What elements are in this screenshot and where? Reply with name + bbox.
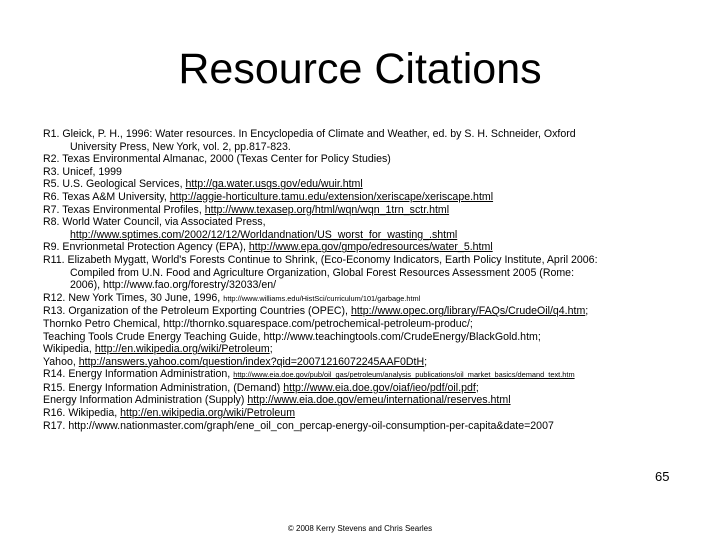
citation-text: R16. Wikipedia, (43, 407, 121, 420)
citation-link[interactable]: http://www.sptimes.com/2002/12/12/Worldandnation/US_worst_for_wasting_.shtml (70, 228, 458, 241)
citation-text: University Press, New York, vol. 2, pp.817-823. (70, 140, 291, 153)
citation-text: R9. Envrionmetal Protection Agency (EPA), (43, 241, 249, 254)
citation-line (43, 216, 683, 229)
citation-line (43, 254, 683, 267)
page-number: 65 (655, 469, 670, 484)
citation-text: R15. Energy Information Administration, (Demand) (43, 381, 284, 394)
citation-link[interactable]: http://ga.water.usgs.gov/edu/wuir.html (185, 178, 363, 191)
citation-text: R3. Unicef, 1999 (43, 165, 122, 178)
citation-line (43, 241, 683, 254)
citation-line (43, 318, 683, 331)
citation-line (43, 191, 683, 204)
citation-list (43, 128, 683, 432)
citation-text: R17. http://www.nationmaster.com/graph/ene_oil_con_percap-energy-oil-consumption-per-capita&date=2007 (43, 419, 554, 432)
citation-text: R12. New York Times, 30 June, 1996, (43, 291, 224, 304)
citation-text: R11. Elizabeth Mygatt, World's Forests Continue to Shrink, (Eco-Economy Indicators, Earth Policy Institute, April 2006: (43, 253, 598, 266)
citation-text: R8. World Water Council, via Associated Press, (43, 216, 266, 229)
citation-continuation (43, 267, 683, 280)
citation-text: R6. Texas A&M University, (43, 190, 170, 203)
footer-copyright: © 2008 Kerry Stevens and Chris Searles (287, 524, 433, 533)
citation-link[interactable]: http://www.eia.doe.gov/pub/oil_gas/petroleum/analysis_publications/oil_market_basics/demand_text.htm (233, 370, 575, 380)
citation-text: R1. Gleick, P. H., 1996: Water resources. In Encyclopedia of Climate and Weather, ed. by S. H. Schneider, Oxford (43, 128, 576, 140)
citation-text: http://www.williams.edu/HistSci/curriculum/101/garbage.html (223, 293, 421, 303)
citation-text: R7. Texas Environmental Profiles, (43, 203, 205, 216)
citation-continuation (43, 141, 683, 154)
citation-line (43, 420, 683, 433)
citation-text: 2006), http://www.fao.org/forestry/32033/en/ (70, 279, 277, 292)
citation-link[interactable]: http://www.opec.org/library/FAQs/CrudeOil/q4.htm (350, 305, 586, 318)
citation-line (43, 368, 683, 382)
citation-line (43, 382, 683, 395)
citation-text: R2. Texas Environmental Almanac, 2000 (Texas Center for Policy Studies) (43, 153, 391, 166)
citation-line (43, 166, 683, 179)
citation-text: ; (585, 305, 589, 318)
citation-link[interactable]: http://en.wikipedia.org/wiki/Petroleum (120, 407, 296, 420)
citation-line (43, 331, 683, 344)
citation-link[interactable]: http://www.texasep.org/html/wqn/wqn_1trn_sctr.html (204, 203, 450, 216)
citation-line (43, 178, 683, 191)
citation-line (43, 356, 683, 369)
citation-text: R5. U.S. Geological Services, (43, 178, 186, 191)
citation-line (43, 153, 683, 166)
citation-line (43, 394, 683, 407)
citation-text: Thornko Petro Chemical, http://thornko.squarespace.com/petrochemical-petroleum-produc/; (43, 317, 473, 330)
citation-link[interactable]: http://www.eia.doe.gov/emeu/international/reserves.html (247, 394, 511, 407)
citation-text: Compiled from U.N. Food and Agriculture Organization, Global Forest Resources Assessment 2005 (Rome: (70, 266, 575, 279)
citation-text: Yahoo, (43, 355, 79, 368)
citation-text: ; (424, 355, 428, 368)
citation-link[interactable]: http://www.epa.gov/gmpo/edresources/water_5.html (248, 241, 493, 254)
citation-continuation (43, 229, 683, 242)
citation-link[interactable]: http://aggie-horticulture.tamu.edu/extension/xeriscape/xeriscape.html (169, 190, 494, 203)
citation-text: R14. Energy Information Administration, (43, 368, 234, 381)
citation-link[interactable]: http://www.eia.doe.gov/oiaf/ieo/pdf/oil.pdf (283, 381, 476, 394)
page-title: Resource Citations (178, 45, 542, 93)
citation-text: ; (269, 343, 273, 356)
citation-line (43, 305, 683, 318)
citation-text: R13. Organization of the Petroleum Exporting Countries (OPEC), (43, 305, 351, 318)
citation-link[interactable]: http://en.wikipedia.org/wiki/Petroleum (94, 343, 270, 356)
citation-line (43, 343, 683, 356)
citation-text: ; (475, 381, 479, 394)
citation-line (43, 204, 683, 217)
citation-continuation (43, 279, 683, 292)
citation-line (43, 128, 683, 141)
citation-line (43, 407, 683, 420)
citation-link[interactable]: http://answers.yahoo.com/question/index?qid=20071216072245AAF0DtH (78, 355, 425, 368)
citation-text: Energy Information Administration (Supply) (43, 394, 248, 407)
citation-text: Wikipedia, (43, 343, 95, 356)
citation-line (43, 292, 683, 306)
citation-text: Teaching Tools Crude Energy Teaching Guide, http://www.teachingtools.com/CrudeEnergy/BlackGold.htm; (43, 330, 541, 343)
